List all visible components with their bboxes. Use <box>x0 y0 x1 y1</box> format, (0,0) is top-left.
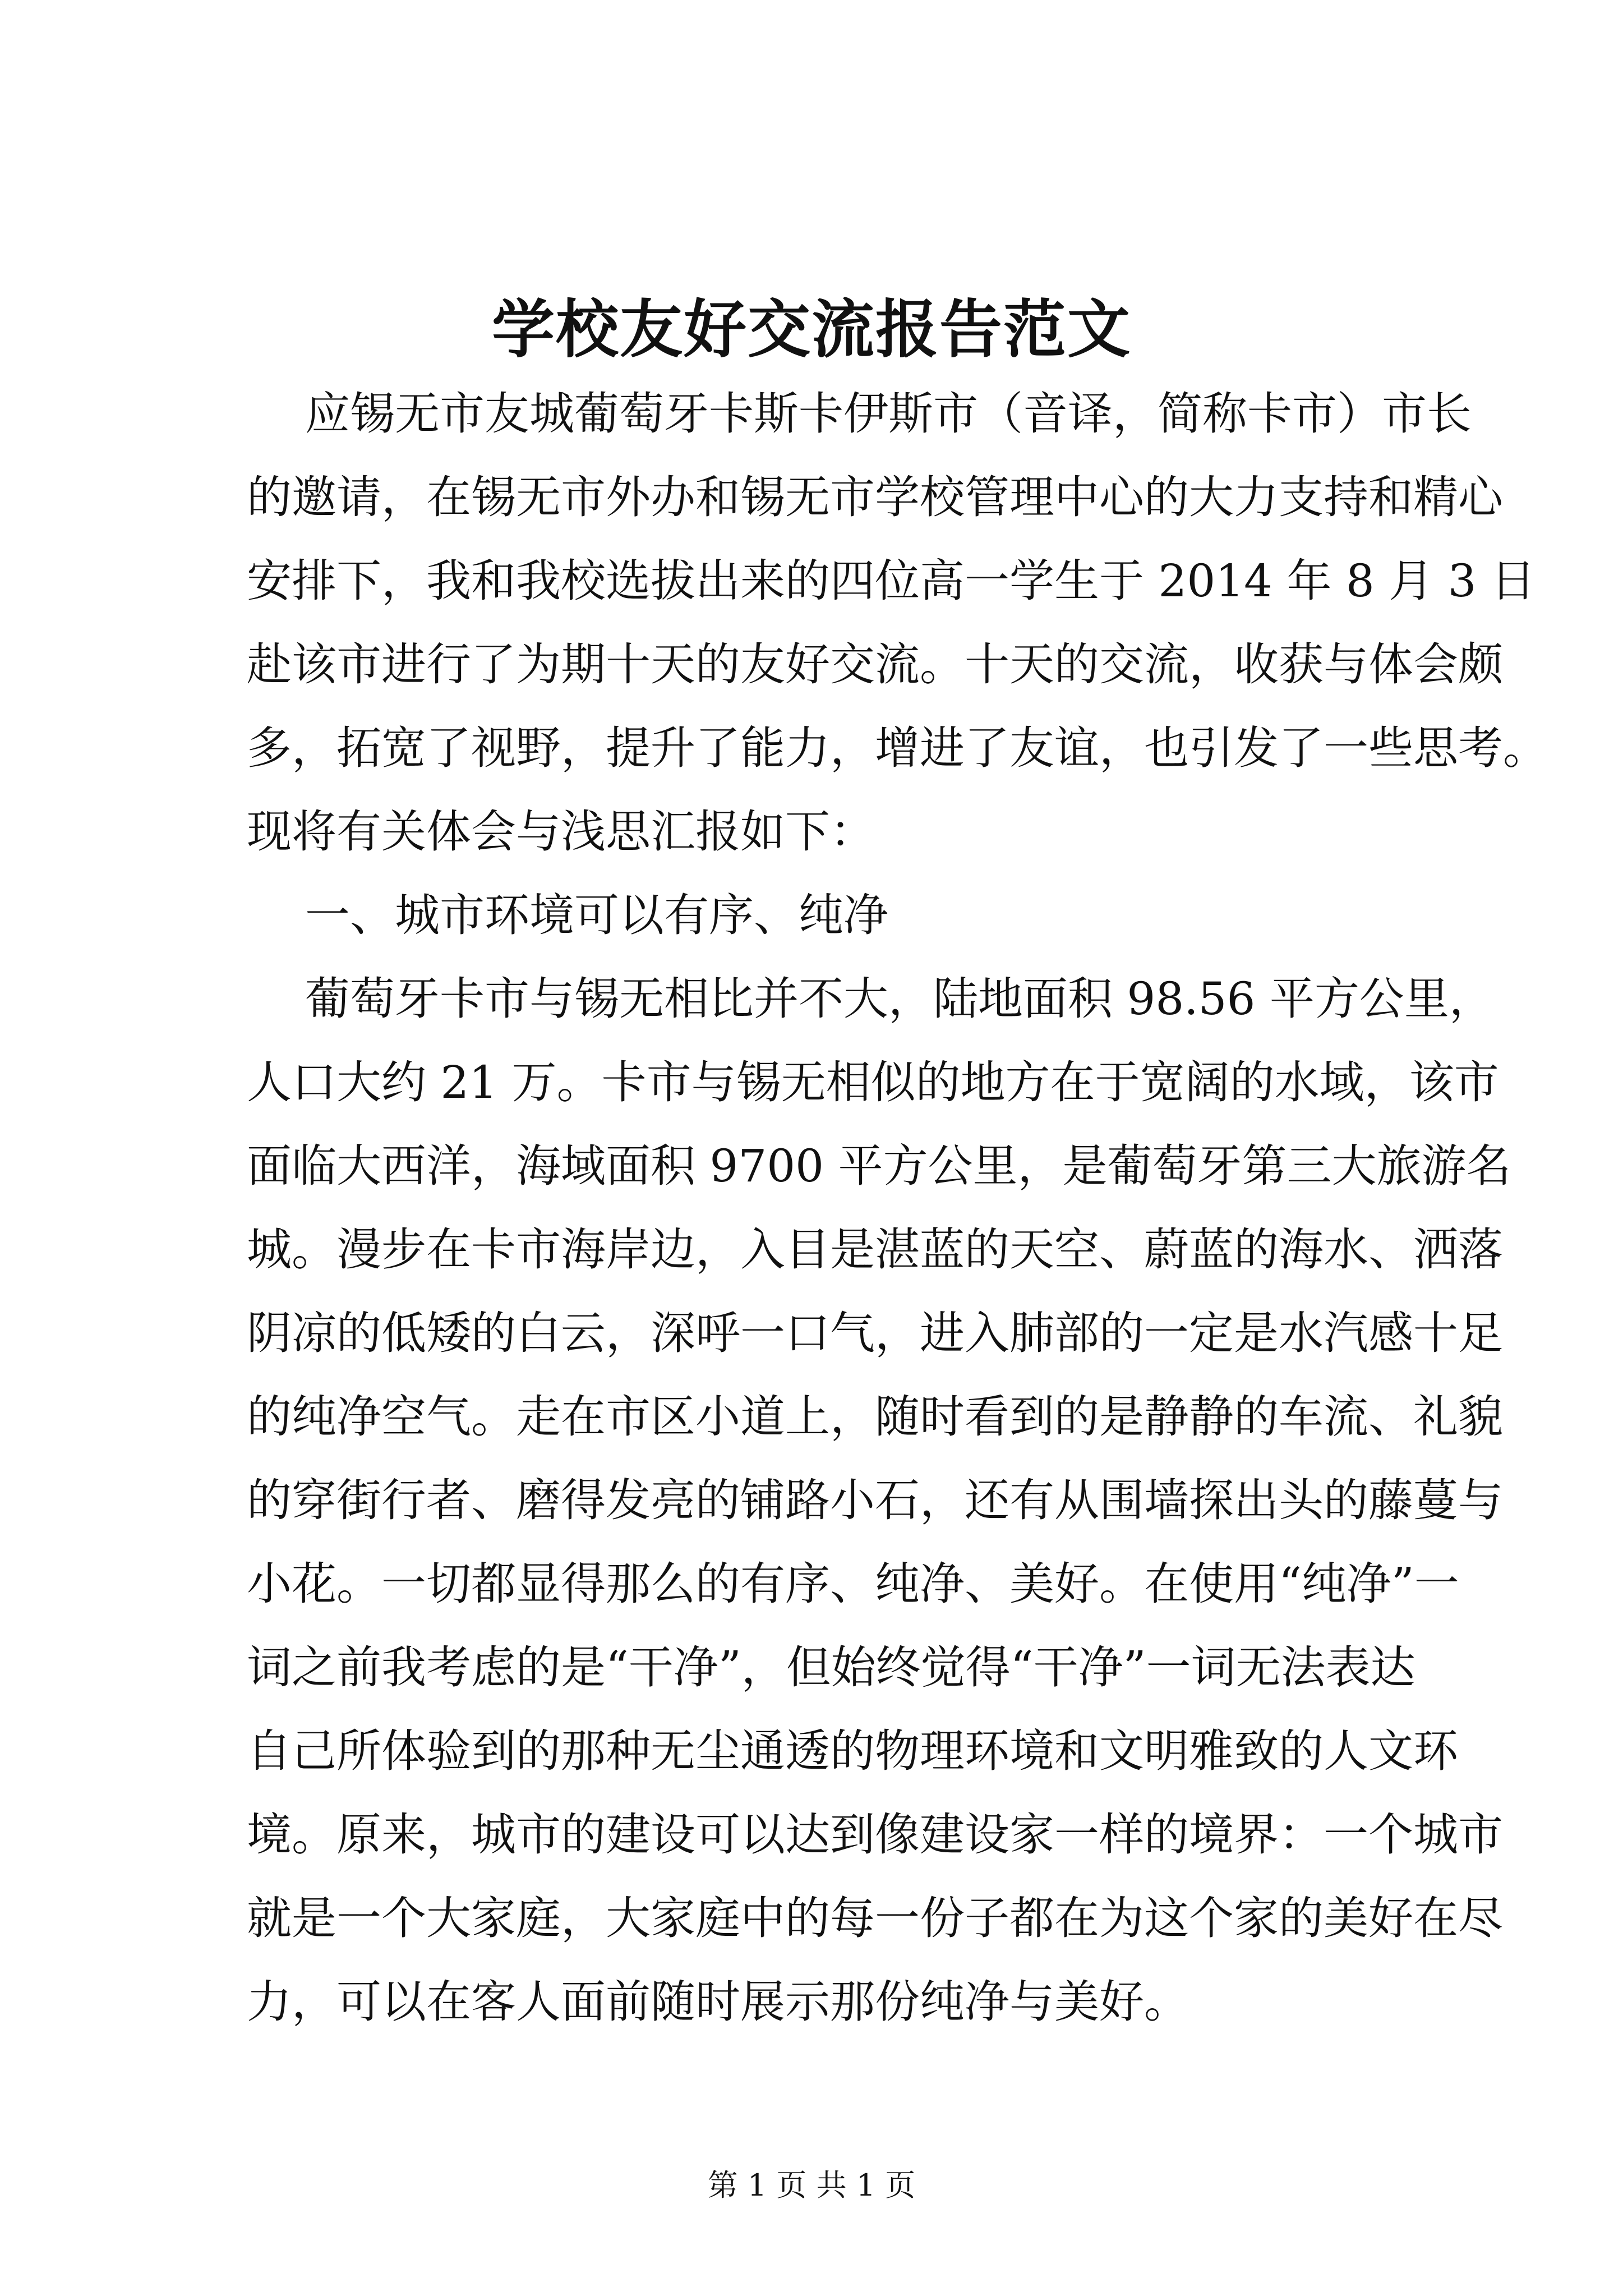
document-title: 学校友好交流报告范文 <box>492 293 1131 366</box>
section-heading: 一、城市环境可以有序、纯净 <box>305 889 888 941</box>
paragraph-line: 的纯净空气。走在市区小道上，随时看到的是静静的车流、礼貌 <box>247 1391 1503 1443</box>
paragraph-line: 力，可以在客人面前随时展示那份纯净与美好。 <box>247 1976 1189 2028</box>
paragraph-line: 的穿街行者、磨得发亮的铺路小石，还有从围墙探出头的藤蔓与 <box>247 1474 1503 1526</box>
paragraph-line: 应锡无市友城葡萄牙卡斯卡伊斯市（音译，简称卡市）市长 <box>305 388 1472 440</box>
paragraph-line: 葡萄牙卡市与锡无相比并不大，陆地面积 98.56 平方公里， <box>305 973 1494 1025</box>
paragraph-line: 的邀请，在锡无市外办和锡无市学校管理中心的大力支持和精心 <box>247 471 1503 523</box>
paragraph-line: 赴该市进行了为期十天的友好交流。十天的交流，收获与体会颇 <box>247 638 1503 691</box>
paragraph-line: 现将有关体会与浅思汇报如下： <box>247 806 875 858</box>
paragraph-line: 多，拓宽了视野，提升了能力，增进了友谊，也引发了一些思考。 <box>247 722 1548 774</box>
paragraph-line: 面临大西洋，海域面积 9700 平方公里，是葡萄牙第三大旅游名 <box>247 1140 1511 1192</box>
paragraph-line: 阴凉的低矮的白云，深呼一口气，进入肺部的一定是水汽感十足 <box>247 1307 1503 1359</box>
paragraph-line: 城。漫步在卡市海岸边，入目是湛蓝的天空、蔚蓝的海水、洒落 <box>247 1223 1503 1276</box>
page-footer: 第 1 页 共 1 页 <box>707 2168 916 2203</box>
paragraph-line: 词之前我考虑的是“干净”，但始终觉得“干净”一词无法表达 <box>247 1641 1415 1694</box>
paragraph-line: 安排下，我和我校选拔出来的四位高一学生于 2014 年 8 月 3 日 <box>247 555 1536 607</box>
paragraph-line: 自己所体验到的那种无尘通透的物理环境和文明雅致的人文环 <box>247 1725 1458 1777</box>
paragraph-line: 小花。一切都显得那么的有序、纯净、美好。在使用“纯净”一 <box>247 1558 1459 1610</box>
paragraph-line: 就是一个大家庭，大家庭中的每一份子都在为这个家的美好在尽 <box>247 1892 1503 1944</box>
paragraph-line: 境。原来，城市的建设可以达到像建设家一样的境界：一个城市 <box>247 1809 1503 1861</box>
paragraph-line: 人口大约 21 万。卡市与锡无相似的地方在于宽阔的水域，该市 <box>247 1056 1499 1108</box>
